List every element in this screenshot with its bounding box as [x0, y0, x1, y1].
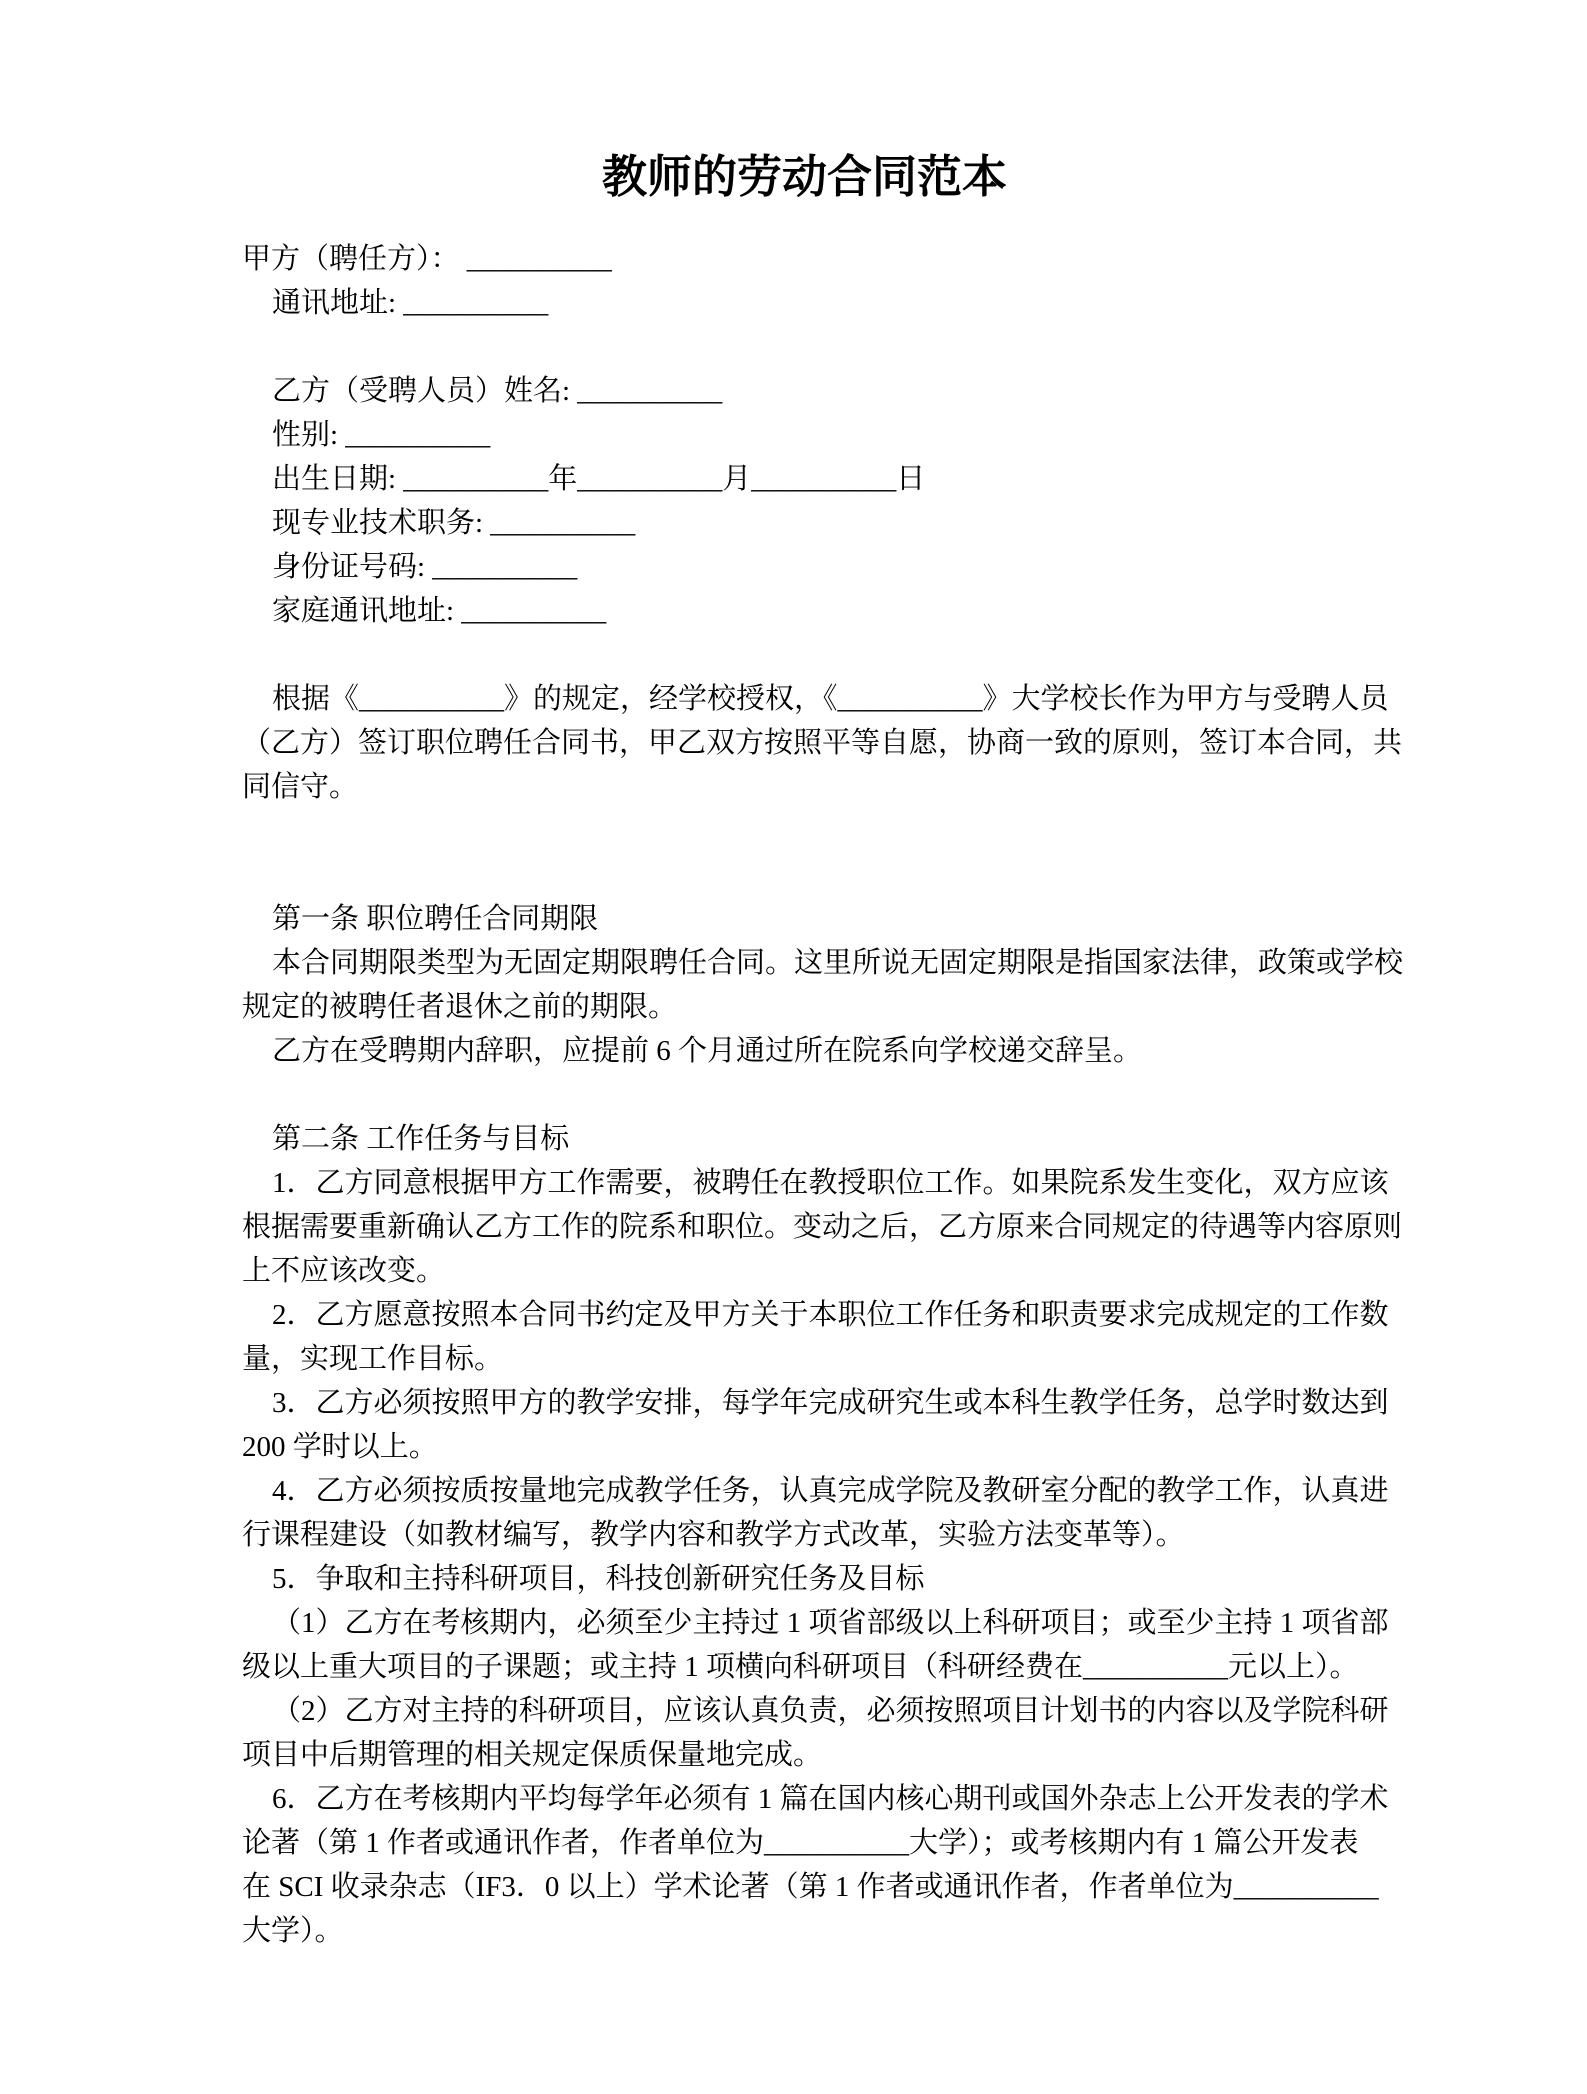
document-line: 规定的被聘任者退休之前的期限。 [242, 991, 678, 1023]
document-line: （2）乙方对主持的科研项目，应该认真负责，必须按照项目计划书的内容以及学院科研 [272, 1695, 1389, 1727]
blank-line [242, 809, 1367, 853]
page-title: 教师的劳动合同范本 [601, 152, 1007, 202]
document-line: 身份证号码: __________ [272, 551, 578, 583]
document-line: 5．争取和主持科研项目，科技创新研究任务及目标 [272, 1563, 925, 1595]
document-line: 通讯地址: __________ [272, 287, 549, 319]
document-line: 乙方（受聘人员）姓名: __________ [272, 375, 723, 407]
document-line: 4．乙方必须按质按量地完成教学任务，认真完成学院及教研室分配的教学工作，认真进 [272, 1475, 1389, 1507]
document-line: （乙方）签订职位聘任合同书，甲乙双方按照平等自愿，协商一致的原则，签订本合同，共 [242, 727, 1403, 759]
document-line: 上不应该改变。 [242, 1255, 446, 1287]
document-line: 本合同期限类型为无固定期限聘任合同。这里所说无固定期限是指国家法律，政策或学校 [272, 947, 1404, 979]
document-line: 1．乙方同意根据甲方工作需要，被聘任在教授职位工作。如果院系发生变化，双方应该 [272, 1167, 1389, 1199]
blank-line [242, 633, 1367, 677]
document-line: 200 学时以上。 [242, 1431, 438, 1463]
document-line: 2．乙方愿意按照本合同书约定及甲方关于本职位工作任务和职责要求完成规定的工作数 [272, 1299, 1389, 1331]
document-line: 级以上重大项目的子课题；或主持 1 项横向科研项目（科研经费在__________元以上）。 [242, 1651, 1359, 1683]
document-line: 根据《__________》的规定，经学校授权，《__________》大学校长作为甲方与受聘人员 [272, 683, 1389, 715]
document-line: 3．乙方必须按照甲方的教学安排，每学年完成研究生或本科生教学任务，总学时数达到 [272, 1387, 1389, 1419]
document-line: 6．乙方在考核期内平均每学年必须有 1 篇在国内核心期刊或国外杂志上公开发表的学术 [272, 1783, 1389, 1815]
blank-line [242, 853, 1367, 897]
document-line: 出生日期: __________年__________月__________日 [272, 463, 926, 495]
document-line: 行课程建设（如教材编写，教学内容和教学方式改革，实验方法变革等）。 [242, 1519, 1185, 1551]
document-line: 量，实现工作目标。 [242, 1343, 504, 1375]
document-line: 第二条 工作任务与目标 [272, 1123, 570, 1155]
document-line: 根据需要重新确认乙方工作的院系和职位。变动之后，乙方原来合同规定的待遇等内容原则 [242, 1211, 1403, 1243]
document-line: 性别: __________ [272, 419, 491, 451]
document-line: 现专业技术职务: __________ [272, 507, 636, 539]
blank-line [242, 325, 1367, 369]
document-line: （1）乙方在考核期内，必须至少主持过 1 项省部级以上科研项目；或至少主持 1 项省部 [272, 1607, 1389, 1639]
document-line: 同信守。 [242, 771, 359, 803]
document-line: 论著（第 1 作者或通讯作者，作者单位为__________大学）；或考核期内有 1 篇公开发表 [242, 1827, 1359, 1859]
document-line: 乙方在受聘期内辞职，应提前 6 个月通过所在院系向学校递交辞呈。 [272, 1035, 1143, 1067]
blank-line [242, 1073, 1367, 1117]
document-line: 大学）。 [242, 1915, 344, 1947]
document-line: 在 SCI 收录杂志（IF3．0 以上）学术论著（第 1 作者或通讯作者，作者单位为__________ [242, 1871, 1379, 1903]
document-line: 项目中后期管理的相关规定保质保量地完成。 [242, 1739, 823, 1771]
document-line: 第一条 职位聘任合同期限 [272, 903, 599, 935]
document-line: 甲方（聘任方）： __________ [242, 243, 612, 275]
document-line: 家庭通讯地址: __________ [272, 595, 607, 627]
document-body [242, 237, 1404, 1953]
